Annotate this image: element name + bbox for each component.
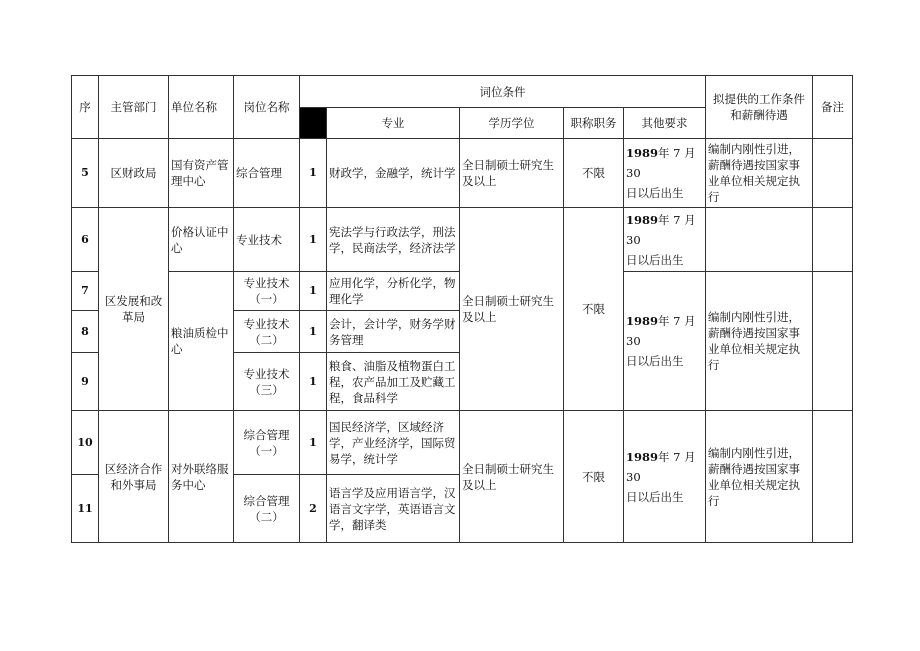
post-cell: 专业技术（一） — [234, 272, 300, 311]
major-cell: 财政学，金融学，统计学 — [327, 139, 460, 208]
other-requirement-cell — [624, 411, 706, 543]
row-number: 6 — [72, 208, 99, 272]
title-cell: 不限 — [564, 139, 624, 208]
offer-cell — [706, 208, 813, 272]
date-tail: 日以后出生 — [626, 186, 684, 200]
header-unit: 单位名称 — [169, 76, 234, 139]
header-remark: 备注 — [813, 76, 853, 139]
date-tail: 日以后出生 — [626, 489, 684, 504]
count-cell: 1 — [300, 353, 327, 411]
offer-cell: 编制内刚性引进，薪酬待遇按国家事业单位相关规定执行 — [706, 272, 813, 411]
count-cell: 1 — [300, 139, 327, 208]
remark-cell — [813, 411, 853, 543]
header-conditions: 词位条件 — [300, 76, 706, 108]
major-cell: 会计，会计学，财务学财务管理 — [327, 311, 460, 353]
date-year: 1989 — [626, 146, 659, 160]
row-number: 9 — [72, 353, 99, 411]
date-month-day: 年 7 月 30 — [626, 449, 696, 484]
header-other: 其他要求 — [624, 108, 706, 139]
post-cell: 专业技术（二） — [234, 311, 300, 353]
remark-cell — [813, 272, 853, 411]
header-count-blackout — [300, 108, 327, 139]
post-cell: 综合管理 — [234, 139, 300, 208]
unit-cell: 国有资产管理中心 — [169, 139, 234, 208]
unit-cell: 粮油质检中心 — [169, 272, 234, 411]
date-year: 1989 — [626, 314, 659, 328]
header-dept: 主管部门 — [99, 76, 169, 139]
date-month-day: 年 7 月 30 — [626, 146, 696, 180]
date-tail: 日以后出生 — [626, 252, 684, 267]
row-number: 11 — [72, 475, 99, 543]
unit-cell: 对外联络服务中心 — [169, 411, 234, 543]
other-requirement-cell — [624, 272, 706, 411]
remark-cell — [813, 208, 853, 272]
date-month-day: 年 7 月 30 — [626, 314, 696, 348]
row-number: 8 — [72, 311, 99, 353]
row-number: 10 — [72, 411, 99, 475]
dept-cell: 区财政局 — [99, 139, 169, 208]
header-seq: 序 — [72, 76, 99, 139]
count-cell: 1 — [300, 208, 327, 272]
table-row — [72, 208, 853, 272]
education-cell: 全日制硕士研究生及以上 — [460, 208, 564, 411]
table-row — [72, 139, 853, 208]
header-post: 岗位名称 — [234, 76, 300, 139]
unit-cell: 价格认证中心 — [169, 208, 234, 272]
offer-cell: 编制内刚性引进，薪酬待遇按国家事业单位相关规定执行 — [706, 139, 813, 208]
count-cell: 1 — [300, 411, 327, 475]
title-cell: 不限 — [564, 208, 624, 411]
date-month-day: 年 7 月 30 — [626, 212, 696, 247]
dept-cell: 区发展和改革局 — [99, 208, 169, 411]
other-requirement-cell — [624, 208, 706, 272]
header-title-post: 职称职务 — [564, 108, 624, 139]
title-cell: 不限 — [564, 411, 624, 543]
header-offer: 拟提供的工作条件和薪酬待遇 — [706, 76, 813, 139]
major-cell: 语言学及应用语言学，汉语言文字学，英语语言文学，翻译类 — [327, 475, 460, 543]
dept-cell: 区经济合作和外事局 — [99, 411, 169, 543]
education-cell: 全日制硕士研究生及以上 — [460, 411, 564, 543]
offer-cell: 编制内刚性引进，薪酬待遇按国家事业单位相关规定执行 — [706, 411, 813, 543]
major-cell: 粮食、油脂及植物蛋白工程，农产品加工及贮藏工程，食品科学 — [327, 353, 460, 411]
post-cell: 综合管理（一） — [234, 411, 300, 475]
header-major: 专业 — [327, 108, 460, 139]
count-cell: 2 — [300, 475, 327, 543]
education-cell: 全日制硕士研究生及以上 — [460, 139, 564, 208]
other-requirement-cell — [624, 139, 706, 208]
count-cell: 1 — [300, 272, 327, 311]
recruitment-table — [71, 75, 853, 543]
date-tail: 日以后出生 — [626, 354, 684, 368]
date-year: 1989 — [626, 212, 659, 227]
row-number: 7 — [72, 272, 99, 311]
post-cell: 专业技术 — [234, 208, 300, 272]
major-cell: 应用化学，分析化学，物理化学 — [327, 272, 460, 311]
table-row — [72, 411, 853, 475]
count-cell: 1 — [300, 311, 327, 353]
post-cell: 综合管理（二） — [234, 475, 300, 543]
post-cell: 专业技术（三） — [234, 353, 300, 411]
row-number: 5 — [72, 139, 99, 208]
date-year: 1989 — [626, 449, 659, 464]
major-cell: 国民经济学，区域经济学，产业经济学，国际贸易学，统计学 — [327, 411, 460, 475]
header-education: 学历学位 — [460, 108, 564, 139]
major-cell: 宪法学与行政法学，刑法学，民商法学，经济法学 — [327, 208, 460, 272]
remark-cell — [813, 139, 853, 208]
